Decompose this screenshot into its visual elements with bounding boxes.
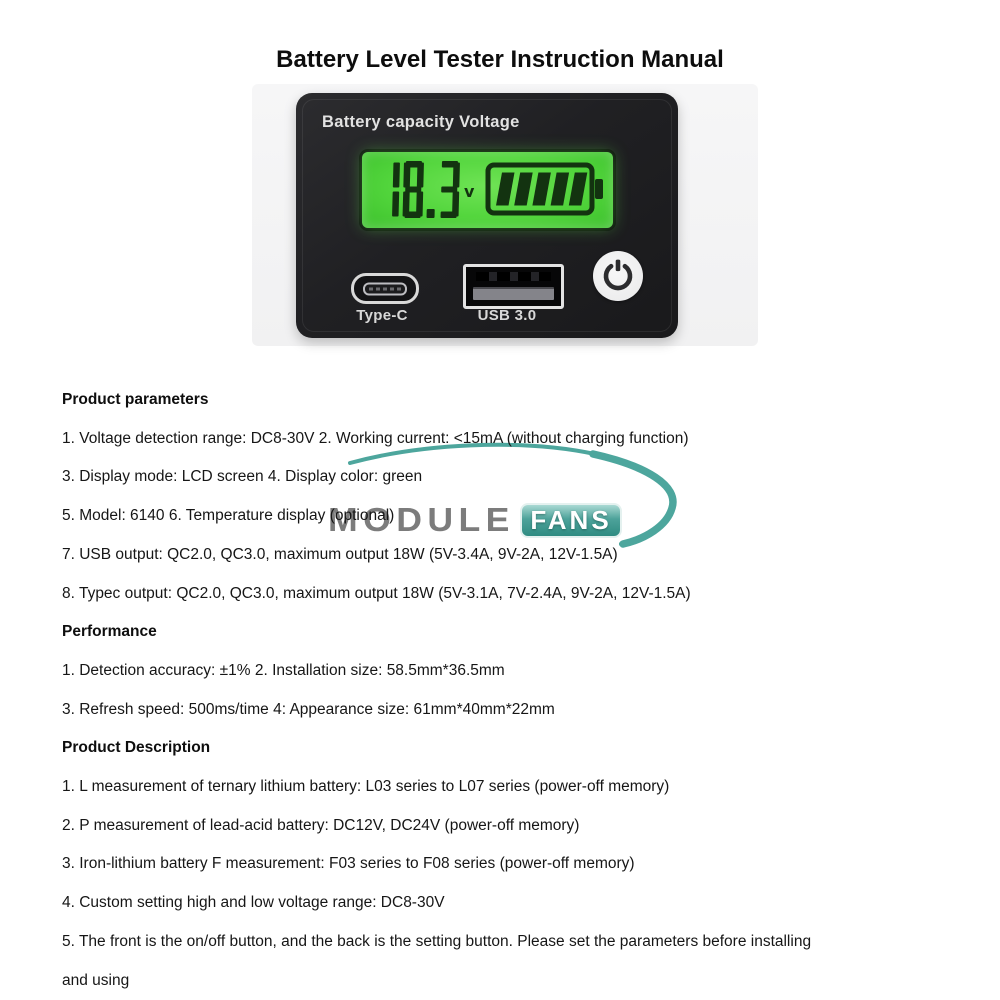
section-line: 3. Display mode: LCD screen 4. Display color: green xyxy=(62,468,423,486)
watermark-module-text: MODULE xyxy=(328,501,515,538)
power-icon xyxy=(593,251,643,301)
usb-label: USB 3.0 xyxy=(477,307,537,324)
typec-label: Type-C xyxy=(356,307,408,324)
battery-gauge-icon xyxy=(485,162,606,216)
section-heading: Product Description xyxy=(62,739,211,757)
manual-text xyxy=(62,381,950,1000)
section-heading: Performance xyxy=(62,623,157,641)
watermark-fans-badge: FANS xyxy=(520,503,622,538)
section-line: 1. L measurement of ternary lithium battery: L03 series to L07 series (power-off memory) xyxy=(62,778,670,796)
usb-port-pins xyxy=(476,272,551,281)
usb-port-tongue xyxy=(473,287,554,300)
typec-port-inner xyxy=(363,282,407,295)
section-line: 7. USB output: QC2.0, QC3.0, maximum output 18W (5V-3.4A, 9V-2A, 12V-1.5A) xyxy=(62,545,618,563)
section-line: 5. The front is the on/off button, and the back is the setting button. Please set the parameters before installing xyxy=(62,932,812,950)
section-line: 3. Iron-lithium battery F measurement: F03 series to F08 series (power-off memory) xyxy=(62,855,635,873)
section-line: 3. Refresh speed: 500ms/time 4: Appearance size: 61mm*40mm*22mm xyxy=(62,700,555,718)
section-line: and using xyxy=(62,971,130,989)
section-line: 4. Custom setting high and low voltage range: DC8-30V xyxy=(62,894,445,912)
section-line: 2. P measurement of lead-acid battery: DC12V, DC24V (power-off memory) xyxy=(62,816,580,834)
section-line: 8. Typec output: QC2.0, QC3.0, maximum output 18W (5V-3.1A, 7V-2.4A, 9V-2A, 12V-1.5A) xyxy=(62,584,691,602)
power-button xyxy=(593,251,643,301)
panel-label: Battery capacity Voltage xyxy=(322,113,520,131)
section-heading: Product parameters xyxy=(62,391,209,408)
lcd-unit: v xyxy=(464,182,475,201)
typec-port xyxy=(351,273,419,304)
section-line: 1. Detection accuracy: ±1% 2. Installation size: 58.5mm*36.5mm xyxy=(62,661,505,679)
product-photo xyxy=(252,84,758,346)
lcd-screen xyxy=(362,152,613,228)
lcd-value xyxy=(378,161,466,218)
section-line: 5. Model: 6140 6. Temperature display (optional) xyxy=(62,507,395,525)
battery-tester-device xyxy=(296,93,678,338)
usb-port xyxy=(463,264,564,309)
page-title: Battery Level Tester Instruction Manual xyxy=(276,46,724,74)
section-line: 1. Voltage detection range: DC8-30V 2. Working current: <15mA (without charging function) xyxy=(62,429,689,447)
